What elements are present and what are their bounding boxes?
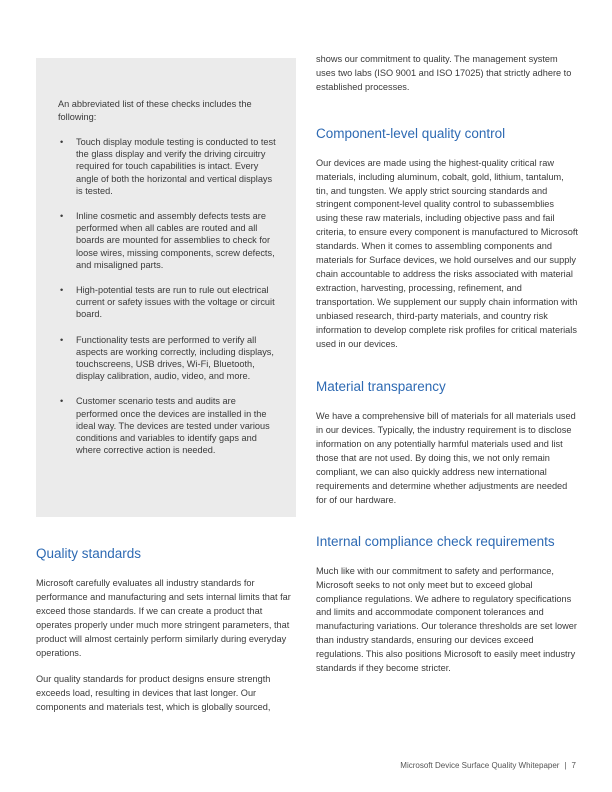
component-control-heading: Component-level quality control: [316, 125, 506, 141]
material-transparency-heading: Material transparency: [316, 379, 446, 395]
component-control-paragraph: Our devices are made using the highest-quality critical raw materials, including aluminum, cobalt, gold, lithium, tantalum, tin, and tungsten. We apply strict sourcing standards and stringent component-level quality control to subassemblies using these raw materials, including objective pass and fail criteria, to ensure every component is manufactured to Microsoft standards. When it comes to assembling components and materials for Surface devices, we hold ourselves and our supply chain accountable to address the risks associated with material extraction, harvesting, processing, refinement, and transportation. We supplement our supply chain information with unbiased research, third-party materials, and country risk information to develop complete risk profiles for critical materials used in our devices.: [316, 157, 578, 349]
quality-standards-paragraph-1: Microsoft carefully evaluates all industry standards for performance and manufacturing and sets internal limits that far exceed those standards. If we can create a product that operates properly under much more stringent parameters, that product will almost certainly perform similarly during everyday operations.: [36, 578, 291, 658]
bullet-icon: •: [60, 137, 64, 147]
page-number: 7: [571, 761, 576, 770]
list-item-text: High-potential tests are run to rule out electrical current or safety issues with the voltage or circuit board.: [76, 285, 275, 320]
list-item-text: Touch display module testing is conducted to test the glass display and verify the driving circuitry required for touch capabilities is intact. Every angle of both the horizontal and vertical displays is tested.: [76, 137, 276, 196]
checks-sidebar-box: [36, 58, 296, 517]
right-column: [316, 53, 578, 689]
page-footer: [400, 761, 576, 770]
footer-title: Microsoft Device Surface Quality Whitepaper: [400, 761, 560, 770]
checks-intro: An abbreviated list of these checks includes the following:: [58, 99, 252, 122]
material-transparency-paragraph: We have a comprehensive bill of materials for all materials used in our devices. Typically, the industry requirement is to disclose information on any potentially harmful materials used and list those that are not used. By doing this, we not only remain compliant, we can also quickly address new international requirements and determine whether adjustments are needed for of our hardware.: [316, 411, 576, 505]
quality-standards-paragraph-2: Our quality standards for product designs ensure strength exceeds load, resulting in devices that last longer. Our components and materials test, which is globally sourced,: [36, 674, 271, 713]
continuation-paragraph: shows our commitment to quality. The management system uses two labs (ISO 9001 and ISO 17025) that strictly adhere to established processes.: [316, 54, 572, 92]
footer-separator: |: [564, 761, 567, 770]
bullet-icon: •: [60, 211, 64, 222]
list-item: [58, 136, 278, 197]
list-item-text: Functionality tests are performed to verify all aspects are working correctly, including displays, touchscreens, USB drives, Wi-Fi, Bluetooth, display calibration, audio, video, and more.: [76, 334, 274, 382]
bullet-icon: •: [60, 396, 64, 407]
list-item: [58, 210, 278, 271]
bullet-icon: •: [60, 334, 64, 345]
list-item-text: Inline cosmetic and assembly defects tests are performed when all cables are routed and all boards are mounted for assemblies to check for loose wires, missing components, screw defects, and misaligned parts.: [76, 211, 275, 270]
internal-compliance-paragraph: Much like with our commitment to safety and performance, Microsoft seeks to not only meet but to exceed global compliance regulations. We adhere to regulatory specifications and limits and accommodate component tolerances and manufacturing variations. Our tolerance thresholds are set lower than industry standards, ensuring our devices exceed regulations. This also positions Microsoft to easily meet industry standards if they become stricter.: [316, 565, 577, 674]
list-item: [58, 334, 278, 383]
quality-standards-heading: Quality standards: [36, 546, 142, 561]
list-item: [58, 284, 278, 321]
left-column: [36, 545, 296, 728]
checks-box-content: [58, 98, 278, 469]
list-item: [58, 395, 278, 456]
bullet-icon: •: [60, 285, 64, 296]
internal-compliance-heading: Internal compliance check requirements: [316, 533, 555, 549]
checks-list: [58, 136, 278, 456]
list-item-text: Customer scenario tests and audits are performed once the devices are installed in the ideal way. The devices are tested under various conditions and variables to identify gaps and where corrective action is needed.: [76, 396, 270, 456]
